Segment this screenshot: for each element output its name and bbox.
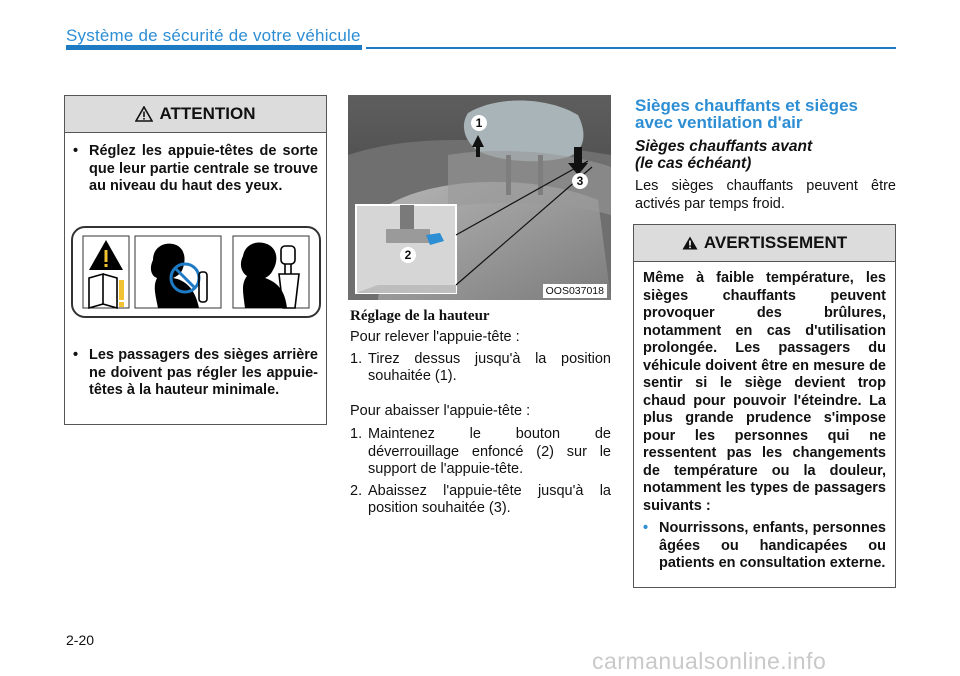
incorrect-headrest-icon (135, 236, 221, 308)
lower-intro: Pour abaisser l'appuie-tête : (350, 402, 531, 419)
attention-bullet-1: • Réglez les appuie-têtes de sorte que leur partie centrale se trouve au niveau du haut des yeux. (73, 143, 318, 194)
raise-step-1: 1. Tirez dessus jusqu'à la position souhaitée (1). (350, 350, 611, 384)
headrest-pictogram (71, 226, 321, 318)
attention-title: ATTENTION (159, 104, 256, 123)
raise-intro: Pour relever l'appuie-tête : (350, 329, 520, 345)
attention-header (65, 96, 326, 133)
lower-step-2: 2. Abaissez l'appuie-tête jusqu'à la position souhaitée (3). (350, 482, 611, 516)
warning-header (634, 225, 895, 262)
warning-triangle-icon (135, 106, 153, 122)
attention-bullet-2: • Les passagers des sièges arrière ne doivent pas régler les appuie-têtes à la hauteur minimale. (73, 347, 318, 398)
warning-triangle-icon (682, 236, 698, 250)
watermark: carmanualsonline.info (592, 648, 827, 674)
figure-code: OOS037018 (543, 284, 607, 298)
header-rule-thick (66, 45, 362, 50)
warning-body: Même à faible température, les sièges chauffants peuvent provoquer des brûlures, notamment en cas d'utilisation prolongée. Les passagers du véhicule doivent être en mesure de sentir si le siège devient trop chaud pour pouvoir l'éteindre. La plus grande prudence s'impose pour les personnes qui ne ressentent pas les changements de température ou la douleur, notamment les types de passagers suivants : (643, 270, 886, 514)
header-rule-thin (366, 47, 896, 49)
bullet-dot: • (643, 520, 649, 536)
height-adjust-text (350, 329, 611, 518)
heated-seats-body: Les sièges chauffants peuvent être activés par temps froid. (635, 178, 896, 212)
warning-title: AVERTISSEMENT (703, 233, 848, 252)
callout-1: 1 (471, 115, 487, 131)
correct-headrest-icon (233, 236, 309, 308)
lower-step-1: 1. Maintenez le bouton de déverrouillage enfoncé (2) sur le support de l'appuie-tête. (350, 426, 611, 477)
height-adjust-heading: Réglage de la hauteur (350, 308, 490, 324)
warning-bullet: • Nourrissons, enfants, personnes âgées ou handicapées ou patients en consultation externe. (643, 520, 886, 571)
callout-3: 3 (572, 173, 588, 189)
headrest-photo (348, 95, 611, 300)
front-heated-seats-subheading: Sièges chauffants avant (le cas échéant) (635, 138, 813, 172)
page-number: 2-20 (66, 632, 95, 648)
warning-box (633, 224, 896, 588)
attention-box (64, 95, 327, 425)
caution-manual-icon (83, 236, 129, 308)
section-title: Système de sécurité de votre véhicule (66, 26, 361, 45)
callout-2: 2 (400, 247, 416, 263)
heated-seats-heading: Sièges chauffants et sièges avec ventilation d'air (635, 96, 858, 132)
